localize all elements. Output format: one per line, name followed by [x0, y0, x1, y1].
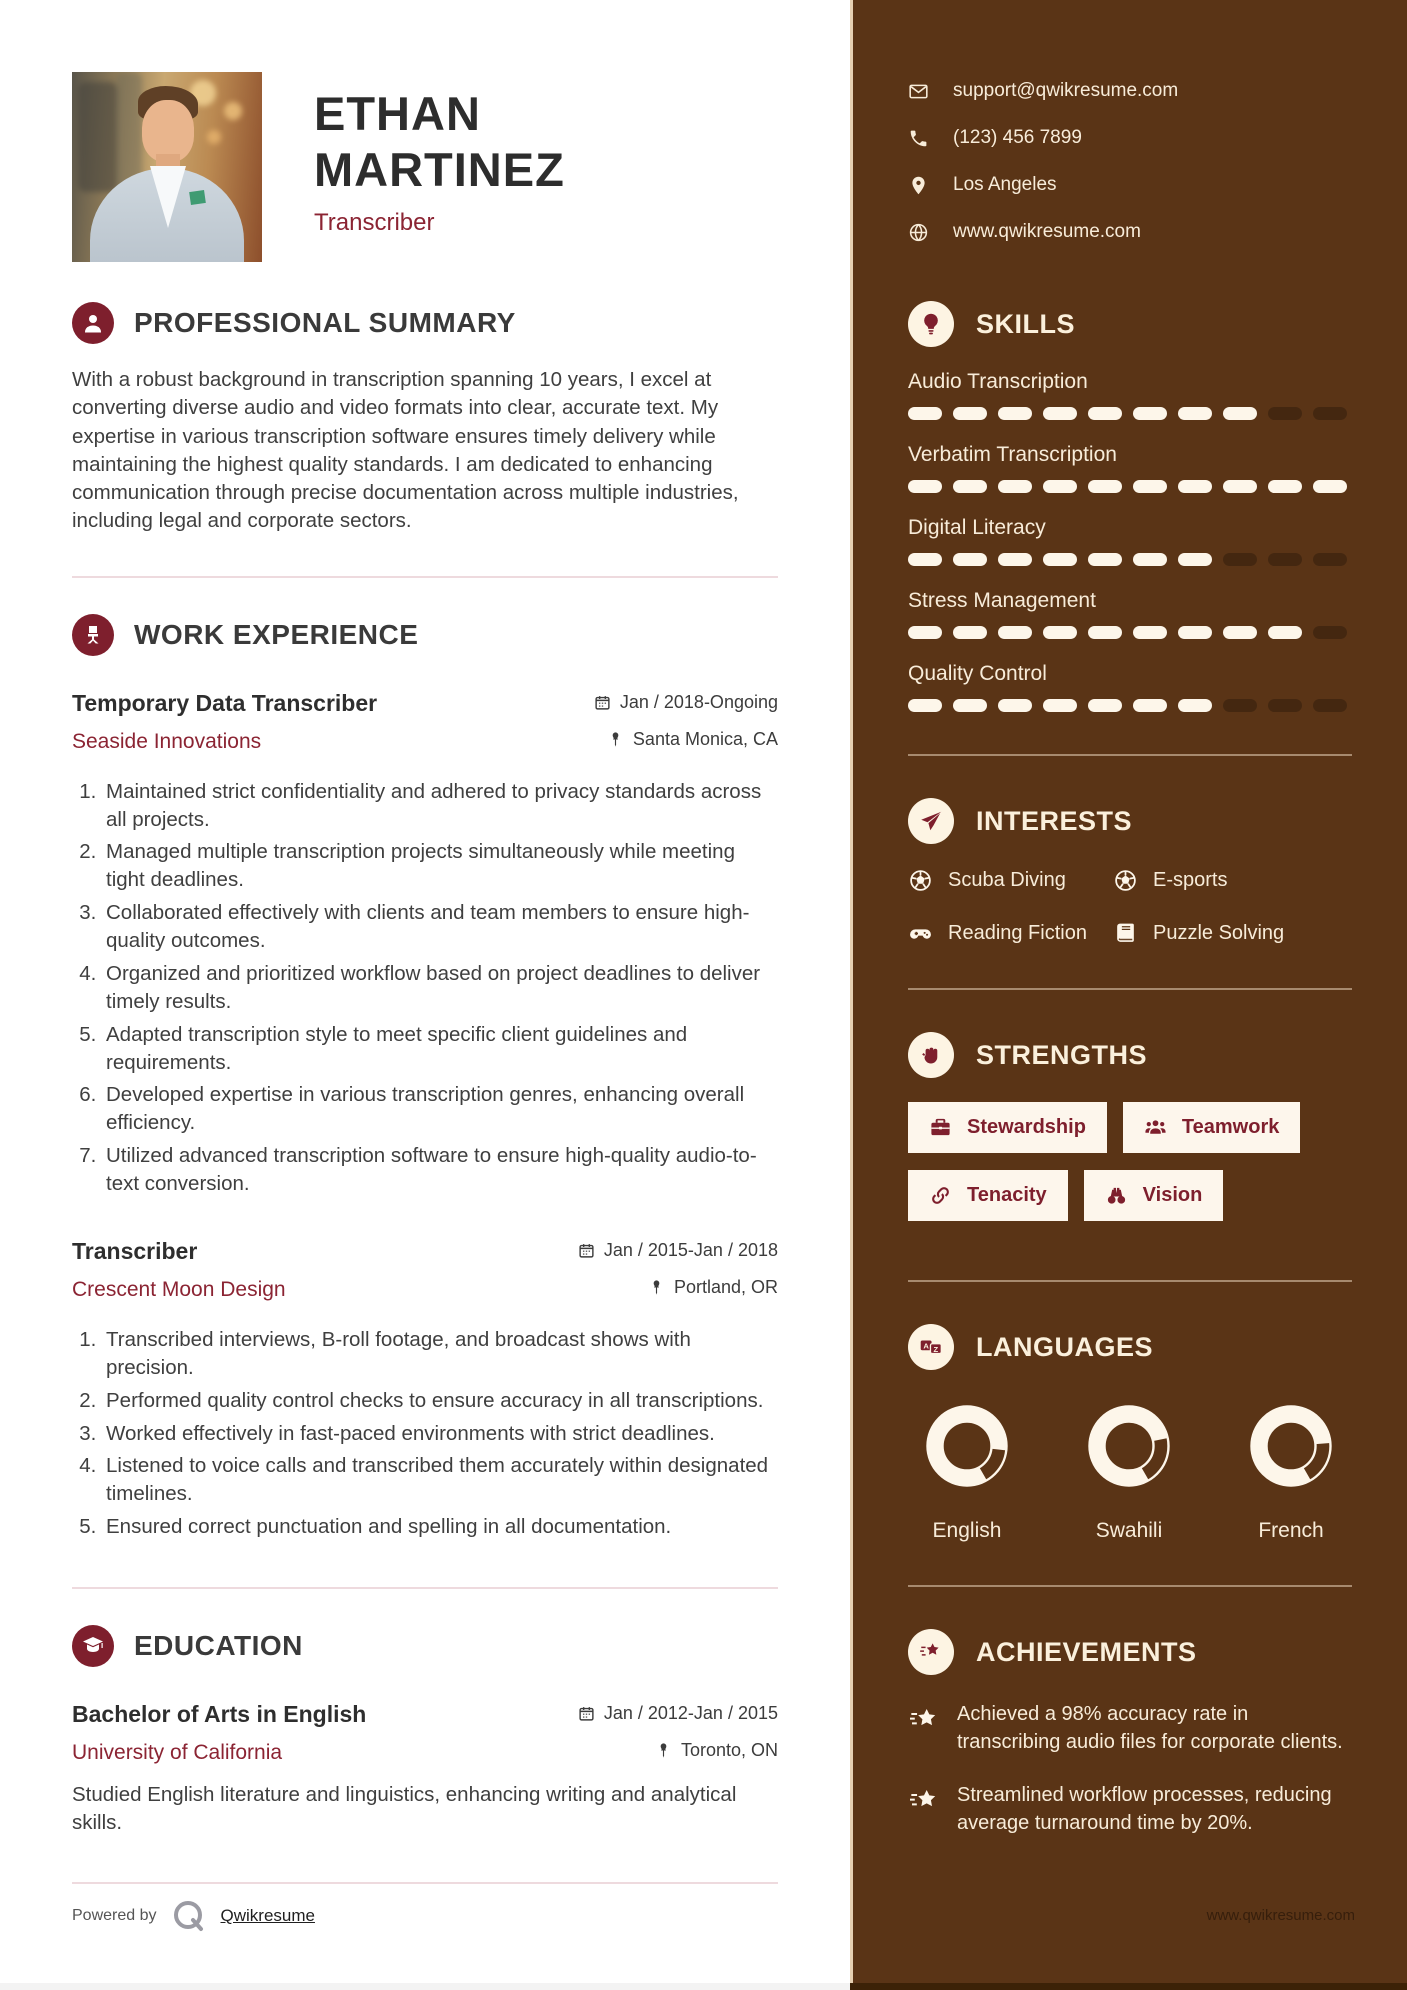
skill-dash — [1178, 553, 1212, 566]
education-location-text: Toronto, ON — [680, 1740, 778, 1761]
skill-name: Stress Management — [908, 589, 1096, 612]
job-location-text: Portland, OR — [673, 1276, 778, 1297]
languages-section-title: LANGUAGES — [976, 1331, 1154, 1362]
skills-section-title: SKILLS — [976, 308, 1076, 339]
job-bullet: 6. Developed expertise in various transcription genres, enhancing overall efficiency. — [102, 1081, 772, 1137]
education-location — [655, 1740, 778, 1761]
language-item — [1070, 1398, 1188, 1543]
language-donut — [1081, 1398, 1177, 1494]
svg-text:Z: Z — [933, 1344, 939, 1354]
languages-section-header — [908, 1324, 1352, 1370]
phone-icon — [908, 128, 929, 149]
skill-meter — [908, 407, 1352, 420]
skill-dash — [1178, 626, 1212, 639]
skill-dash — [1088, 699, 1122, 712]
work-section-title: WORK EXPERIENCE — [134, 618, 419, 650]
soccer-ball-icon — [1113, 868, 1138, 893]
svg-text:A: A — [923, 1341, 929, 1351]
skill-dash — [1043, 699, 1077, 712]
soccer-ball-icon — [908, 868, 933, 893]
language-donut — [919, 1398, 1015, 1494]
chain-icon — [929, 1184, 952, 1207]
language-label: French — [1258, 1519, 1324, 1542]
skill-name: Verbatim Transcription — [908, 443, 1117, 466]
education-date — [578, 1703, 778, 1724]
calendar-icon — [578, 1705, 595, 1722]
interest-item — [1113, 868, 1352, 893]
job-location — [648, 1277, 778, 1298]
achievement-text: Streamlined workflow processes, reducing average turnaround time by 20%. — [957, 1784, 1332, 1834]
contact-phone-text: (123) 456 7899 — [953, 127, 1082, 148]
skill-dash — [1268, 407, 1302, 420]
language-item — [908, 1398, 1026, 1543]
job-date — [594, 692, 778, 713]
person-name — [314, 86, 565, 199]
job-date-text: Jan / 2015-Jan / 2018 — [603, 1239, 778, 1260]
skill-dash — [1043, 480, 1077, 493]
summary-section-header — [72, 302, 780, 344]
education-section-title: EDUCATION — [134, 1630, 303, 1662]
translate-icon — [908, 1324, 954, 1370]
divider — [72, 576, 778, 578]
skill-name: Quality Control — [908, 662, 1047, 685]
job-company-row — [72, 729, 778, 754]
job-bullet: 3. Worked effectively in fast-paced environments with strict deadlines. — [102, 1420, 772, 1448]
job-company: Seaside Innovations — [72, 729, 262, 753]
skill-dash — [1133, 699, 1167, 712]
strength-chip — [908, 1170, 1068, 1221]
gamepad-icon — [908, 921, 933, 946]
sidebar-divider — [908, 988, 1352, 990]
photo-art — [189, 190, 206, 205]
skill-dash — [1268, 626, 1302, 639]
photo-art — [142, 100, 194, 162]
language-donut — [1243, 1398, 1339, 1494]
skill-dash — [1268, 553, 1302, 566]
achievements-section-header — [908, 1629, 1352, 1675]
education-section-header — [72, 1625, 780, 1667]
job-bullet: 4. Organized and prioritized workflow based on project deadlines to deliver timely results. — [102, 960, 772, 1016]
skill-dash — [1088, 553, 1122, 566]
achievements-section-title: ACHIEVEMENTS — [976, 1636, 1197, 1667]
star-lines-icon — [908, 1703, 940, 1735]
binoculars-icon — [1105, 1184, 1128, 1207]
profile-photo — [72, 72, 262, 262]
skill-dash — [1133, 480, 1167, 493]
lightbulb-icon — [908, 301, 954, 347]
skill-dash — [1223, 699, 1257, 712]
job-header — [72, 690, 778, 717]
skill-dash — [953, 480, 987, 493]
name-block — [314, 72, 565, 237]
achievement-item — [908, 1701, 1348, 1756]
graduate-icon — [72, 1625, 114, 1667]
skill-dash — [1133, 553, 1167, 566]
achievement-item — [908, 1782, 1348, 1837]
skill-dash — [1043, 626, 1077, 639]
interests-section-title: INTERESTS — [976, 805, 1133, 836]
interest-item — [908, 921, 1113, 946]
pushpin-icon — [607, 731, 624, 748]
fist-icon — [908, 1032, 954, 1078]
job-bullet: 4. Listened to voice calls and transcribed them accurately within designated timelines. — [102, 1452, 772, 1508]
interest-item — [1113, 921, 1352, 946]
job-location — [607, 729, 778, 750]
contact-location-text: Los Angeles — [953, 174, 1057, 195]
strengths-section-header — [908, 1032, 1352, 1078]
skill-dash — [1313, 480, 1347, 493]
summary-text: With a robust background in transcription spanning 10 years, I excel at converting diverse audio and video formats into clear, accurate text. My expertise in various transcription software ensures timely delivery while maintaining the highest quality standards. I am dedicated to enhancing communication through precise documentation across multiple industries, including legal and corporate sectors. — [72, 368, 739, 533]
skills-section-header — [908, 301, 1352, 347]
skill-meter — [908, 480, 1352, 493]
achievements-list — [908, 1701, 1352, 1837]
education-school-row — [72, 1740, 778, 1765]
interest-label: Scuba Diving — [948, 869, 1066, 891]
qwikresume-logo-icon — [171, 1898, 207, 1934]
photo-art — [78, 82, 118, 192]
contact-phone — [908, 127, 1352, 149]
skill-dash — [998, 626, 1032, 639]
job-bullet: 5. Adapted transcription style to meet specific client guidelines and requirements. — [102, 1021, 772, 1077]
sidebar-divider — [908, 1280, 1352, 1282]
skill-meter — [908, 699, 1352, 712]
job-title: Temporary Data Transcriber — [72, 689, 378, 716]
skill-meter — [908, 553, 1352, 566]
achievement-text: Achieved a 98% accuracy rate in transcribing audio files for corporate clients. — [957, 1703, 1343, 1753]
job-bullet: 2. Managed multiple transcription projects simultaneously while meeting tight deadlines. — [102, 838, 772, 894]
skill-dash — [1133, 407, 1167, 420]
skill-dash — [1133, 626, 1167, 639]
languages-list — [908, 1398, 1352, 1543]
strength-label: Tenacity — [967, 1184, 1047, 1206]
job-bullets-1 — [72, 1326, 772, 1541]
divider — [72, 1882, 778, 1884]
star-lines-icon — [908, 1784, 940, 1816]
skill-dash — [998, 480, 1032, 493]
footer — [72, 1898, 315, 1934]
pushpin-icon — [655, 1742, 672, 1759]
sidebar — [850, 0, 1407, 1990]
contact-website-text: www.qwikresume.com — [953, 221, 1141, 242]
contact-email — [908, 80, 1352, 102]
interest-item — [908, 868, 1113, 893]
skill-dash — [953, 699, 987, 712]
person-icon — [72, 302, 114, 344]
skill-meter — [908, 626, 1352, 639]
skills-list — [908, 370, 1352, 712]
job-header — [72, 1238, 778, 1265]
skill-dash — [1268, 480, 1302, 493]
job-company-row — [72, 1277, 778, 1302]
strength-label: Vision — [1142, 1184, 1203, 1206]
person-job-title: Transcriber — [314, 208, 435, 236]
strength-chip — [908, 1102, 1107, 1153]
skill-dash — [1313, 407, 1347, 420]
powered-by-label: Powered by — [72, 1907, 157, 1924]
skill-name: Audio Transcription — [908, 370, 1088, 393]
skill-dash — [998, 699, 1032, 712]
skill-dash — [1178, 699, 1212, 712]
skill-dash — [908, 480, 942, 493]
strengths-section-title: STRENGTHS — [976, 1039, 1148, 1070]
job-date-text: Jan / 2018-Ongoing — [619, 691, 778, 712]
skill-dash — [908, 626, 942, 639]
summary-section-title: PROFESSIONAL SUMMARY — [134, 307, 516, 338]
skill-dash — [998, 553, 1032, 566]
contact-website — [908, 221, 1352, 243]
skill-dash — [1223, 480, 1257, 493]
education-date-text: Jan / 2012-Jan / 2015 — [603, 1703, 778, 1724]
skill-dash — [1223, 626, 1257, 639]
calendar-icon — [594, 694, 611, 711]
job-bullet: 5. Ensured correct punctuation and spelling in all documentation. — [102, 1513, 772, 1541]
contact-email-text: support@qwikresume.com — [953, 80, 1179, 101]
resume-header — [72, 72, 780, 262]
name-line1: ETHAN — [314, 87, 481, 140]
bottom-strip-right — [850, 1983, 1407, 1990]
sidebar-divider — [908, 754, 1352, 756]
skill-dash — [953, 407, 987, 420]
interest-label: Reading Fiction — [948, 922, 1087, 944]
skill-dash — [1043, 553, 1077, 566]
users-icon — [1144, 1116, 1167, 1139]
strengths-list — [908, 1102, 1352, 1238]
briefcase-icon — [929, 1116, 952, 1139]
skill-dash — [1313, 553, 1347, 566]
job-bullet: 1. Transcribed interviews, B-roll footage, and broadcast shows with precision. — [102, 1326, 772, 1382]
watermark: www.qwikresume.com — [1206, 1907, 1355, 1924]
skill-dash — [1313, 626, 1347, 639]
interest-label: Puzzle Solving — [1153, 922, 1285, 944]
language-label: Swahili — [1095, 1519, 1163, 1542]
language-item — [1232, 1398, 1350, 1543]
strength-label: Teamwork — [1181, 1116, 1280, 1138]
office-chair-icon — [72, 614, 114, 656]
strength-label: Stewardship — [967, 1116, 1086, 1138]
skill-dash — [953, 553, 987, 566]
photo-art — [207, 130, 221, 144]
paper-plane-icon — [908, 798, 954, 844]
education-school: University of California — [72, 1741, 283, 1765]
interests-section-header — [908, 798, 1352, 844]
skill-dash — [908, 699, 942, 712]
skill-dash — [1178, 407, 1212, 420]
qwikresume-link[interactable]: Qwikresume — [220, 1906, 315, 1925]
book-icon — [1113, 921, 1138, 946]
language-label: English — [932, 1519, 1002, 1542]
skill-dash — [1088, 407, 1122, 420]
education-degree: Bachelor of Arts in English — [72, 1701, 367, 1728]
work-section-header — [72, 614, 780, 656]
strength-chip — [1123, 1102, 1300, 1153]
job-bullet: 1. Maintained strict confidentiality and adhered to privacy standards across all projects. — [102, 778, 772, 834]
skill-dash — [908, 407, 942, 420]
education-degree-row — [72, 1701, 778, 1728]
skill-dash — [998, 407, 1032, 420]
skill-dash — [1178, 480, 1212, 493]
photo-art — [224, 102, 242, 120]
bottom-strip-left — [0, 1983, 850, 1990]
job-title: Transcriber — [72, 1237, 198, 1264]
job-company: Crescent Moon Design — [72, 1277, 286, 1301]
job-bullet: 2. Performed quality control checks to ensure accuracy in all transcriptions. — [102, 1387, 772, 1415]
skill-dash — [908, 553, 942, 566]
sidebar-divider — [908, 1585, 1352, 1587]
contact-location — [908, 174, 1352, 196]
strength-chip — [1084, 1170, 1224, 1221]
skill-dash — [1043, 407, 1077, 420]
skill-dash — [1088, 626, 1122, 639]
location-pin-icon — [908, 175, 929, 196]
shooting-star-icon — [908, 1629, 954, 1675]
skill-dash — [1223, 553, 1257, 566]
job-bullet: 3. Collaborated effectively with clients and team members to ensure high-quality outcomes. — [102, 899, 772, 955]
skill-dash — [1268, 699, 1302, 712]
mail-icon — [908, 81, 929, 102]
skill-dash — [1088, 480, 1122, 493]
globe-icon — [908, 222, 929, 243]
skill-dash — [1223, 407, 1257, 420]
job-bullet: 7. Utilized advanced transcription software to ensure high-quality audio-to-text conversion. — [102, 1142, 772, 1198]
interests-list — [908, 868, 1352, 946]
education-description: Studied English literature and linguistics, enhancing writing and analytical skills. — [72, 1783, 737, 1835]
job-bullets-0 — [72, 778, 772, 1198]
skill-name: Digital Literacy — [908, 516, 1046, 539]
pushpin-icon — [648, 1279, 665, 1296]
divider — [72, 1587, 778, 1589]
skill-dash — [1313, 699, 1347, 712]
job-date — [578, 1240, 778, 1261]
interest-label: E-sports — [1153, 869, 1228, 891]
name-line2: MARTINEZ — [314, 143, 565, 197]
calendar-icon — [578, 1242, 595, 1259]
job-location-text: Santa Monica, CA — [632, 728, 778, 749]
skill-dash — [953, 626, 987, 639]
